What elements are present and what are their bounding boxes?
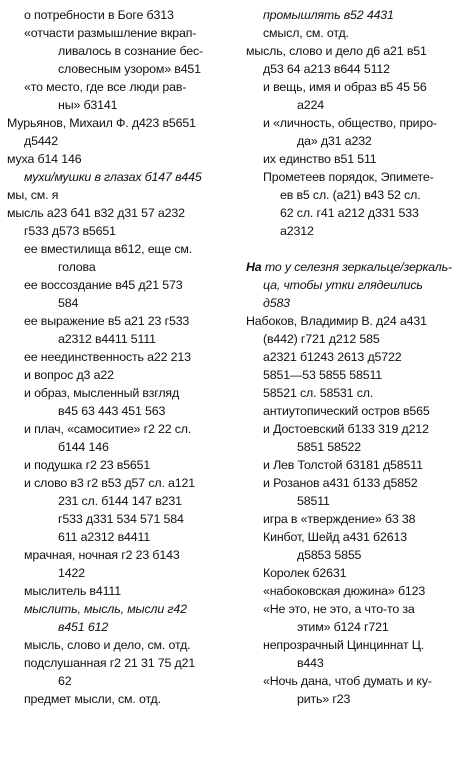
entry-line: муха б14 146 [7, 152, 82, 166]
entry-line: мысль, слово и дело д6 а21 в51 [246, 44, 427, 58]
index-subentry [7, 474, 237, 546]
entry-line: Набоков, Владимир В. д24 а431 [246, 314, 427, 328]
entry-line: непрозрачный Цинциннат Ц. [263, 638, 425, 652]
entry-continuation-line: 584 [58, 296, 79, 310]
index-subentry [7, 312, 237, 348]
entry-line: и слово в3 г2 в53 д57 сл. а121 [24, 476, 196, 490]
entry-line: ее выражение в5 а21 23 г533 [24, 314, 190, 328]
index-subentry [7, 24, 237, 78]
entry-continuation-line: д5853 5855 [297, 548, 362, 562]
entry-line: мысль а23 б41 в32 д31 57 а232 [7, 206, 185, 220]
entry-continuation-line: б144 146 [58, 440, 109, 454]
entry-continuation-line: да» д31 а232 [297, 134, 372, 148]
index-subentry [7, 6, 237, 24]
index-subentry [246, 114, 458, 150]
entry-line: «Ночь дана, чтоб думать и ку- [263, 674, 432, 688]
entry-line: Мурьянов, Михаил Ф. д423 в5651 [7, 116, 196, 130]
entry-line: и «личность, общество, приро- [263, 116, 437, 130]
entry-line: «набоковская дюжина» б123 [263, 584, 426, 598]
entry-continuation-line: 58521 сл. 58531 сл. [263, 386, 374, 400]
index-subentry [7, 546, 237, 582]
index-subentry [246, 672, 458, 708]
entry-continuation-line: ливалось в сознание бес- [58, 44, 204, 58]
entry-line: промышлять в52 4431 [263, 8, 394, 22]
entry-continuation-line: 611 а2312 в4411 [58, 530, 151, 544]
entry-continuation-line: ны» б3141 [58, 98, 118, 112]
index-subentry [7, 582, 237, 600]
entry-continuation-line: а2321 б1243 2613 д5722 [263, 350, 402, 364]
entry-continuation-line: ца, чтобы утки глядеились [263, 278, 423, 292]
entry-continuation-line: голова [58, 260, 96, 274]
entry-continuation-line: д583 [263, 296, 290, 310]
entry-line: ее воссоздание в45 д21 573 [24, 278, 183, 292]
entry-continuation-line: словесным узором» в451 [58, 62, 201, 76]
entry-line: игра в «тверждение» б3 38 [263, 512, 416, 526]
index-subentry [7, 636, 237, 654]
entry-continuation-line: этим» б124 г721 [297, 620, 389, 634]
index-subentry [7, 168, 237, 186]
entry-line: На то у селезня зеркальце/зеркаль- [246, 260, 452, 274]
index-subentry [7, 78, 237, 114]
index-heading-entry [7, 204, 237, 240]
entry-line: предмет мысли, см. отд. [24, 692, 161, 706]
entry-continuation-line: д53 64 а213 в644 5112 [263, 62, 390, 76]
index-subentry [246, 168, 458, 240]
entry-line: ее неединственность а22 213 [24, 350, 191, 364]
index-subentry [7, 384, 237, 420]
entry-continuation-line: рить» г23 [297, 692, 351, 706]
index-heading-entry [7, 114, 237, 150]
index-subentry [7, 276, 237, 312]
index-subentry [246, 24, 458, 42]
index-subentry [7, 654, 237, 690]
entry-continuation-line: а224 [297, 98, 324, 112]
index-subentry [246, 564, 458, 582]
entry-continuation-line: 62 [58, 674, 72, 688]
entry-continuation-line: д5442 [24, 134, 59, 148]
index-subentry [246, 528, 458, 564]
entry-continuation-line: 58511 [297, 494, 330, 508]
entry-line: ее вместилища в612, еще см. [24, 242, 193, 256]
index-subentry [246, 78, 458, 114]
entry-continuation-line: 1422 [58, 566, 85, 580]
entry-continuation-line: ев в5 сл. (а21) в43 52 сл. [280, 188, 421, 202]
index-subentry [7, 600, 237, 636]
entry-line: Прометеев порядок, Эпимете- [263, 170, 434, 184]
entry-continuation-line: а2312 [280, 224, 314, 238]
index-subentry [246, 6, 458, 24]
entry-line: «Не это, не это, а что-то за [263, 602, 415, 616]
entry-continuation-line: 5851 58522 [297, 440, 361, 454]
entry-line: мыслитель в4111 [24, 584, 121, 598]
section-gap [246, 240, 458, 258]
entry-continuation-line: 5851—53 5855 58511 [263, 368, 383, 382]
entry-continuation-line: 231 сл. б144 147 в231 [58, 494, 182, 508]
index-heading-entry [246, 258, 458, 312]
index-subentry [7, 456, 237, 474]
entry-line: о потребности в Боге б313 [24, 8, 174, 22]
entry-line: «отчасти размышление вкрап- [24, 26, 197, 40]
index-subentry [7, 348, 237, 366]
entry-continuation-line: (в442) г721 д212 585 [263, 332, 380, 346]
entry-continuation-line: г533 д573 в5651 [24, 224, 116, 238]
entry-continuation-line: 62 сл. г41 а212 д331 533 [280, 206, 419, 220]
entry-continuation-line: г533 д331 534 571 584 [58, 512, 184, 526]
entry-line: смысл, см. отд. [263, 26, 349, 40]
entry-continuation-line: в443 [297, 656, 324, 670]
index-subentry [246, 420, 458, 456]
entry-continuation-line: в451 612 [58, 620, 109, 634]
entry-line: Кинбот, Шейд а431 б2613 [263, 530, 407, 544]
left-index-column [7, 6, 237, 708]
entry-continuation-line: а2312 в4411 5111 [58, 332, 156, 346]
entry-line: антиутопический остров в565 [263, 404, 430, 418]
entry-line: и Розанов а431 б133 д5852 [263, 476, 418, 490]
entry-line: и Лев Толстой б3181 д58511 [263, 458, 423, 472]
entry-continuation-line: в45 63 443 451 563 [58, 404, 166, 418]
index-heading-entry [246, 42, 458, 78]
entry-line: мрачная, ночная г2 23 б143 [24, 548, 180, 562]
index-subentry [246, 150, 458, 168]
entry-line: подслушанная г2 21 31 75 д21 [24, 656, 196, 670]
entry-line: и вещь, имя и образ в5 45 56 [263, 80, 427, 94]
index-subentry [246, 600, 458, 636]
entry-line: мы, см. я [7, 188, 59, 202]
index-subentry [246, 636, 458, 672]
entry-line: Королек б2631 [263, 566, 347, 580]
index-heading-entry [7, 150, 237, 168]
index-subentry [7, 690, 237, 708]
entry-line: мысль, слово и дело, см. отд. [24, 638, 191, 652]
entry-line: и плач, «самоситие» г2 22 сл. [24, 422, 192, 436]
index-subentry [7, 420, 237, 456]
index-subentry [246, 582, 458, 600]
index-subentry [7, 366, 237, 384]
index-subentry [246, 456, 458, 474]
entry-line: и вопрос д3 а22 [24, 368, 114, 382]
index-subentry [7, 240, 237, 276]
entry-line: мухи/мушки в глазах б147 в445 [24, 170, 202, 184]
entry-line: и Достоевский б133 319 д212 [263, 422, 429, 436]
entry-line: «то место, где все люди рав- [24, 80, 187, 94]
entry-line: и подушка г2 23 в5651 [24, 458, 151, 472]
entry-line: их единство в51 511 [263, 152, 377, 166]
index-heading-entry [7, 186, 237, 204]
index-heading-entry [246, 312, 458, 402]
right-index-column [246, 6, 458, 708]
index-subentry [246, 402, 458, 420]
entry-line: и образ, мысленный взгляд [24, 386, 180, 400]
entry-line: мыслить, мысль, мысли г42 [24, 602, 187, 616]
index-subentry [246, 510, 458, 528]
index-subentry [246, 474, 458, 510]
